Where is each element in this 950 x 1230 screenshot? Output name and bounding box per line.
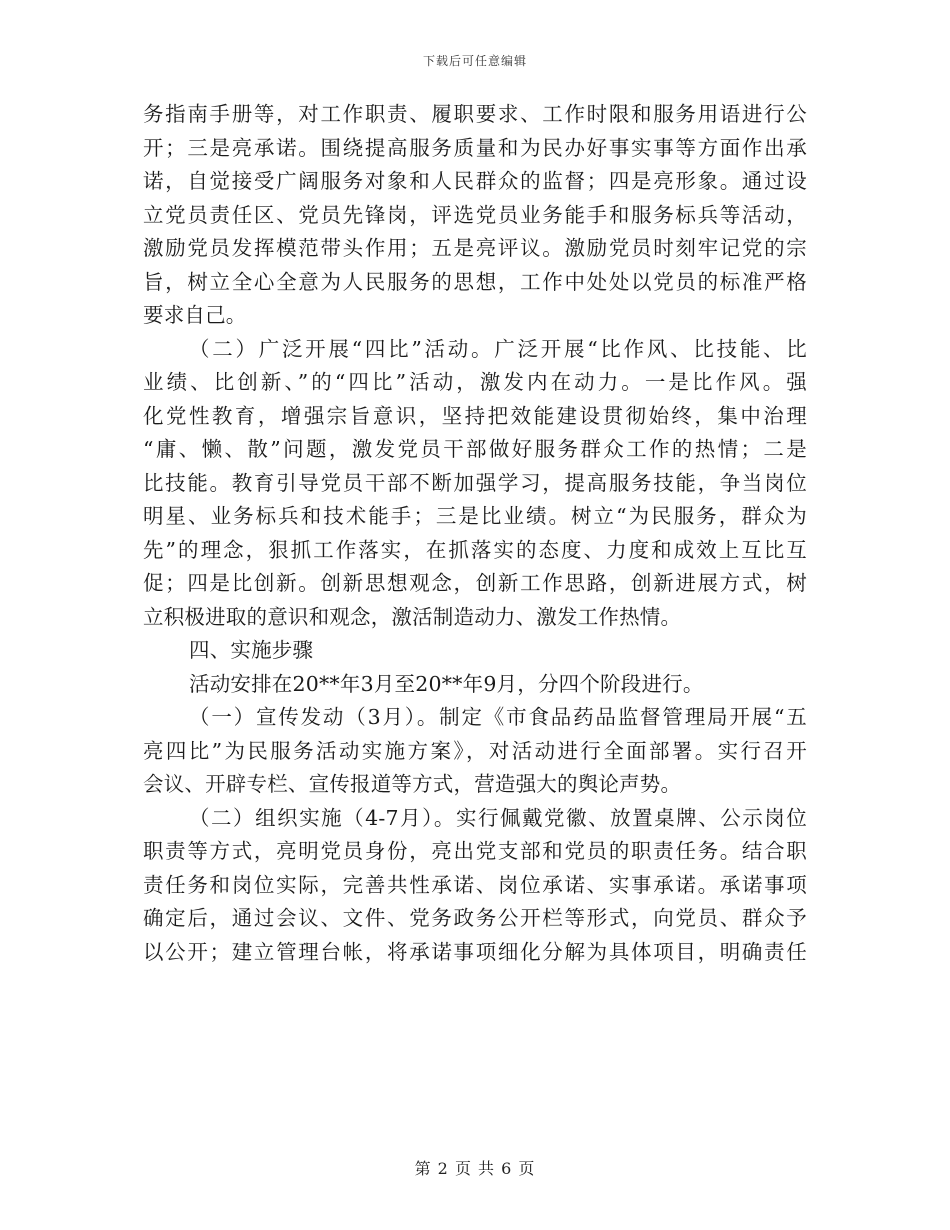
page-number-footer: 第 2 页 共 6 页 xyxy=(414,1159,536,1178)
paragraph-line: 明星、业务标兵和技术能手；三是比业绩。树立“为民服务，群众为 xyxy=(143,504,807,528)
paragraph-line: 确定后，通过会议、文件、党务政务公开栏等形式，向党员、群众予 xyxy=(143,906,807,930)
page-header-note: 下载后可任意编辑 xyxy=(422,54,527,68)
paragraph-line: （一）宣传发动（3月）。制定《市食品药品监督管理局开展“五 xyxy=(189,705,807,729)
paragraph-line: 立积极进取的意识和观念，激活制造动力、激发工作热情。 xyxy=(143,604,682,629)
paragraph-line: 务指南手册等，对工作职责、履职要求、工作时限和服务用语进行公 xyxy=(143,102,807,126)
paragraph-line: 先”的理念，狠抓工作落实，在抓落实的态度、力度和成效上互比互 xyxy=(143,537,807,562)
paragraph-line: 业绩、比创新、”的“四比”活动，激发内在动力。一是比作风。强 xyxy=(143,370,807,394)
paragraph-line: 要求自己。 xyxy=(143,303,247,327)
paragraph-line: 活动安排在20**年3月至20**年9月，分四个阶段进行。 xyxy=(189,671,704,696)
paragraph-line: 开；三是亮承诺。围绕提高服务质量和为民办好事实事等方面作出承 xyxy=(143,135,807,160)
paragraph-line: 旨，树立全心全意为人民服务的思想，工作中处处以党员的标准严格 xyxy=(143,269,807,294)
paragraph-line: “庸、懒、散”问题，激发党员干部做好服务群众工作的热情；二是 xyxy=(143,437,807,461)
paragraph-line: （二）广泛开展“四比”活动。广泛开展“比作风、比技能、比 xyxy=(189,336,807,361)
paragraph-line: 四、实施步骤 xyxy=(189,638,314,662)
paragraph-line: 亮四比”为民服务活动实施方案》，对活动进行全面部署。实行召开 xyxy=(143,738,807,763)
paragraph-line: 比技能。教育引导党员干部不断加强学习，提高服务技能，争当岗位 xyxy=(143,470,807,495)
paragraph-line: 诺，自觉接受广阔服务对象和人民群众的监督；四是亮形象。通过设 xyxy=(143,169,807,193)
paragraph-line: （二）组织实施（4-7月）。实行佩戴党徽、放置桌牌、公示岗位 xyxy=(189,805,807,830)
paragraph-line: 促；四是比创新。创新思想观念，创新工作思路，创新进展方式，树 xyxy=(143,571,807,595)
paragraph-line: 以公开；建立管理台帐，将承诺事项细化分解为具体项目，明确责任 xyxy=(143,939,807,964)
paragraph-line: 化党性教育，增强宗旨意识，坚持把效能建设贯彻始终，集中治理 xyxy=(143,403,807,428)
paragraph-line: 责任务和岗位实际，完善共性承诺、岗位承诺、实事承诺。承诺事项 xyxy=(143,872,807,897)
paragraph-line: 立党员责任区、党员先锋岗，评选党员业务能手和服务标兵等活动， xyxy=(143,202,807,227)
paragraph-line: 职责等方式，亮明党员身份，亮出党支部和党员的职责任务。结合职 xyxy=(143,839,807,863)
paragraph-line: 激励党员发挥模范带头作用；五是亮评议。激励党员时刻牢记党的宗 xyxy=(143,236,807,260)
paragraph-line: 会议、开辟专栏、宣传报道等方式，营造强大的舆论声势。 xyxy=(143,772,682,796)
document-body xyxy=(143,98,807,969)
